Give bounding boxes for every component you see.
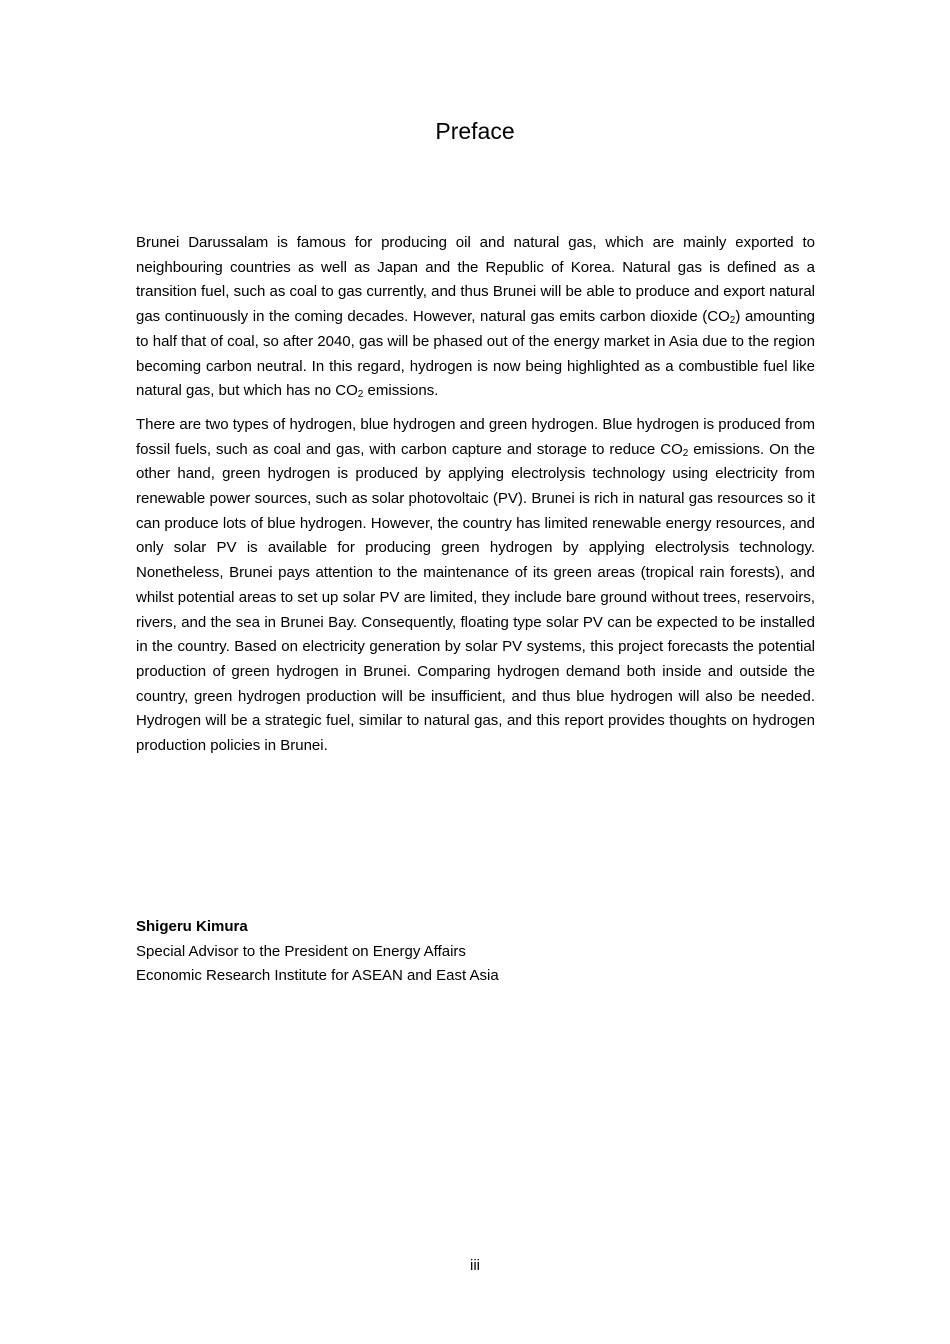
subscript-2: 2 xyxy=(357,389,364,401)
paragraph-1 xyxy=(136,231,815,404)
page-number: iii xyxy=(470,1257,480,1274)
subscript-2: 2 xyxy=(682,447,689,459)
signature-block xyxy=(136,915,815,989)
preface-body xyxy=(136,231,815,768)
author-organization: Economic Research Institute for ASEAN and East Asia xyxy=(136,967,499,984)
paragraph-1-text-2: ) amounting to half that of coal, so after 2040, gas will be phased out of the energy market in Asia due to the region becoming carbon neutral. In this regard, hydrogen is now being highlighted as a combustible fuel like natural gas, but which has no CO xyxy=(136,308,815,400)
author-name: Shigeru Kimura xyxy=(136,918,248,935)
paragraph-1-text-1: Brunei Darussalam is famous for producing oil and natural gas, which are mainly exported to neighbouring countries as well as Japan and the Republic of Korea. Natural gas is defined as a transition fuel, such as coal to gas currently, and thus Brunei will be able to produce and export natural gas continuously in the coming decades. However, natural gas emits carbon dioxide (CO xyxy=(136,234,815,326)
subscript-2: 2 xyxy=(729,315,736,327)
paragraph-2-text-2: emissions. On the other hand, green hydrogen is produced by applying electrolysis technology using electricity from renewable power sources, such as solar photovoltaic (PV). Brunei is rich in natural gas resources so it can produce lots of blue hydrogen. However, the country has limited renewable energy resources, and only solar PV is available for producing green hydrogen by applying electrolysis technology. Nonetheless, Brunei pays attention to the maintenance of its green areas (tropical rain forests), and whilst potential areas to set up solar PV are limited, they include bare ground without trees, reservoirs, rivers, and the sea in Brunei Bay. Consequently, floating type solar PV can be expected to be installed in the country. Based on electricity generation by solar PV systems, this project forecasts the potential production of green hydrogen in Brunei. Comparing hydrogen demand both inside and outside the country, green hydrogen production will be insufficient, and thus blue hydrogen will also be needed. Hydrogen will be a strategic fuel, similar to natural gas, and this report provides thoughts on hydrogen production policies in Brunei. xyxy=(136,440,815,755)
paragraph-2 xyxy=(136,413,815,759)
paragraph-2-text-1: There are two types of hydrogen, blue hydrogen and green hydrogen. Blue hydrogen is produced from fossil fuels, such as coal and gas, with carbon capture and storage to reduce CO xyxy=(136,415,815,458)
paragraph-1-text-3: emissions. xyxy=(363,382,439,400)
page-title: Preface xyxy=(435,118,515,144)
author-position: Special Advisor to the President on Energy Affairs xyxy=(136,942,466,960)
